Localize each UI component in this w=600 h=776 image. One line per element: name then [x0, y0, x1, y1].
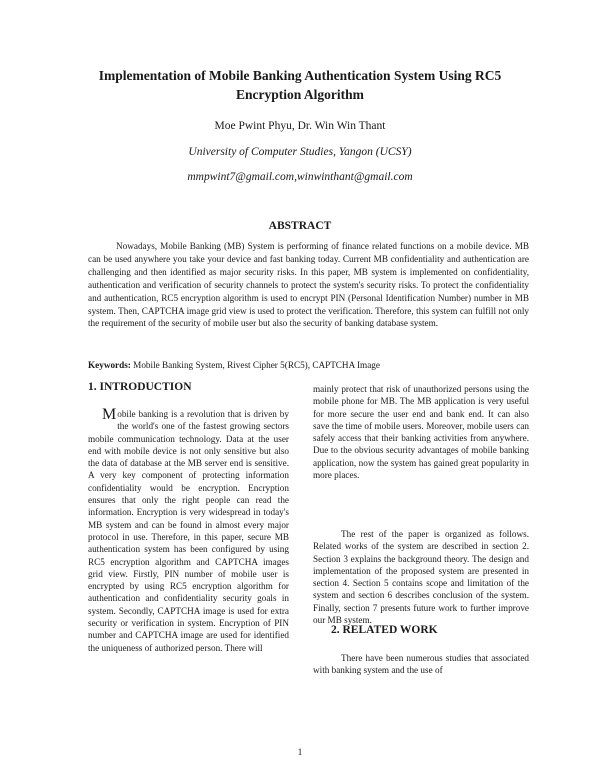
page-number: 1: [297, 748, 303, 758]
drop-cap: M: [102, 406, 117, 423]
introduction-paragraph-1: [88, 408, 289, 654]
introduction-paragraph-2: The rest of the paper is organized as follows. Related works of the system are described in section 2. Section 3 explains the background theory. The design and implementation of the proposed system are presented in section 4. Section 5 contains scope and limitation of the system and section 6 describes conclusion of the system. Finally, section 7 presents future work to further improve our MB system.: [313, 529, 529, 626]
keywords-label: Keywords:: [88, 360, 131, 370]
keywords: [88, 359, 529, 372]
author-affiliation: University of Computer Studies, Yangon (UCSY): [188, 146, 412, 158]
paper-title: [60, 66, 540, 104]
introduction-heading: 1. INTRODUCTION: [88, 381, 192, 393]
title-line-2: Encryption Algorithm: [236, 87, 364, 102]
related-work-paragraph-1: There have been numerous studies that associated with banking system and the use of: [313, 653, 529, 676]
abstract-heading: ABSTRACT: [268, 220, 332, 232]
introduction-paragraph-1-text: obile banking is a revolution that is driven by the world's one of the fastest growing sectors mobile communication technology. Data at the user end with mobile device is not only sensitive but also the data of database at the MB server end is sensitive. A very key component of protecting information confidentiality would be encryption. Encryption ensures that only the right people can read the information. Encryption is very widespread in today's MB system and can be found in almost every major protocol in use. Therefore, in this paper, secure MB authentication system has been configured by using RC5 encryption algorithm and CAPTCHA images grid view. Firstly, PIN number of mobile user is encrypted by using RC5 encryption algorithm for authentication and confidentiality security goals in system. Secondly, CAPTCHA image is used for extra security or verification in system. Encryption of PIN number and CAPTCHA image are used for identified the uniqueness of authorized person. There will: [88, 409, 289, 653]
related-work-heading: 2. RELATED WORK: [331, 624, 438, 636]
author-names: Moe Pwint Phyu, Dr. Win Win Thant: [214, 120, 386, 132]
author-emails: mmpwint7@gmail.com,winwinthant@gmail.com: [187, 171, 413, 183]
title-line-1: Implementation of Mobile Banking Authentication System Using RC5: [98, 68, 502, 83]
abstract-text: Nowadays, Mobile Banking (MB) System is performing of finance related functions on a mobile device. MB can be used anywhere you take your device and fast banking today. Current MB confidentiality and authentication are challenging and then identified as major security risks. In this paper, MB system is implemented on confidentiality, authentication and verification of security channels to protect the system's security risks. To protect the confidentiality and authentication, RC5 encryption algorithm is used to encrypt PIN (Personal Identification Number) number in MB system. Then, CAPTCHA image grid view is used to protect the verification. Therefore, this system can fulfill not only the requirement of the security of mobile user but also the security of banking database system.: [88, 241, 529, 329]
introduction-paragraph-1-continued: mainly protect that risk of unauthorized persons using the mobile phone for MB. The MB application is very useful for more secure the user end and bank end. It can also save the time of mobile users. Moreover, mobile users can safely access that their banking activities from anywhere. Due to the obvious security advantages of mobile banking application, now the system has gained great popularity in more places.: [313, 384, 529, 481]
keywords-list: Mobile Banking System, Rivest Cipher 5(RC5), CAPTCHA Image: [130, 360, 380, 370]
